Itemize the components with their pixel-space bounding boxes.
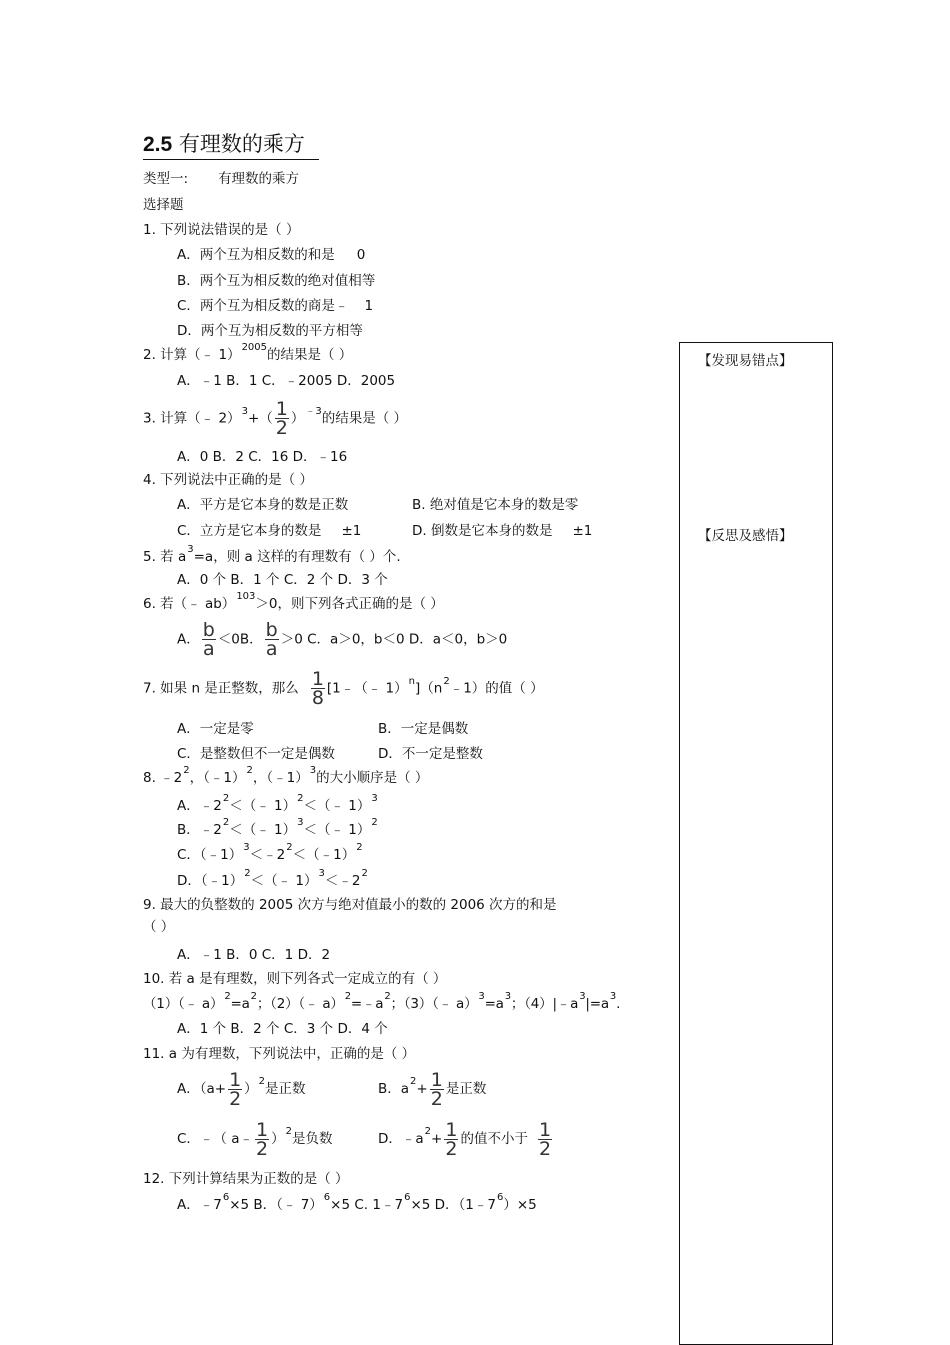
q8-option-d: D．（﹣1）$^2$＜（﹣ $1)^3<﹣2^2$: [177, 868, 368, 889]
q5-stem: 5. 若 $a^3=a$，则 a 这样的有理数有（ ）个.: [143, 544, 401, 565]
q8-option-c: C．$(﹣1)^3<﹣2^2<(﹣1)^2$: [177, 842, 363, 863]
q7-option-d: D．不一定是整数: [378, 746, 483, 762]
q1-option-a: A．两个互为相反数的和是 0: [177, 247, 366, 263]
q9-stem: 9. 最大的负整数的 2005 次方与绝对值最小的数的 2006 次方的和是: [143, 897, 557, 913]
q7-fraction: $\frac{1}{8}$: [311, 668, 324, 709]
q8-option-b: B．$﹣2^2<(﹣$ 1）$^3$＜（﹣ 1）$^2$: [177, 817, 378, 838]
q11-stem: 11. a 为有理数，下列说法中，正确的是（ ）: [143, 1046, 416, 1062]
q7-option-c: C．是整数但不一定是偶数: [177, 746, 335, 762]
section-number: 2.5: [143, 133, 173, 156]
q4-option-b: B. 绝对值是它本身的数是零: [412, 497, 579, 513]
q3-fraction: $\frac{1}{2}$: [275, 398, 288, 439]
q9-paren: （ ）: [143, 919, 175, 935]
q5-options: A．0 个 B．1 个 C．2 个 D．3 个: [177, 572, 388, 588]
q11-option-d: D．$﹣a^2+$ $\frac{1}{2}$ 的值不小于 $\frac{1}{2}$: [378, 1118, 552, 1160]
q4-option-a: A．平方是它本身的数是正数: [177, 497, 349, 513]
q6-options: A． $\frac{b}{a}$ ＜0B． $\frac{b}{a}$ ＞0 C．a＞0，b＜0 D．a＜0，b＞0: [177, 619, 508, 660]
page-title: [143, 130, 319, 160]
q8-stem: 8. $﹣2^2$，（﹣1）$^2$，（﹣1）$^3$的大小顺序是（ ）: [143, 765, 429, 786]
title-text: 有理数的乘方: [178, 132, 305, 156]
q7-stem: 7. 如果 n 是正整数，那么 $\frac{1}{8}$ [1﹣（﹣ $1)^n](n^2﹣1)$的值（ ）: [143, 668, 544, 709]
sidebar-label-reflection: 【反思及感悟】: [698, 528, 793, 544]
q10-options: A．1 个 B．2 个 C．3 个 D．4 个: [177, 1021, 388, 1037]
q2-options: A．﹣1 B．1 C．﹣2005 D．2005: [177, 373, 396, 389]
q4-option-d: D. 倒数是它本身的数是 ±1: [412, 523, 593, 539]
q10-stem: 10. 若 a 是有理数，则下列各式一定成立的有（ ）: [143, 971, 447, 987]
sidebar-label-mistakes: 【发现易错点】: [698, 353, 793, 369]
q12-options: A．$﹣7^6\times 5$ B．（﹣ 7）$^6$×5 C. $1﹣7^6\times 5$ D．$(1﹣7^6)\times 5$: [177, 1192, 537, 1213]
q7-option-a: A．一定是零: [177, 721, 254, 737]
q11-option-b: B．$a^2+$ $\frac{1}{2}$ 是正数: [378, 1068, 487, 1110]
q11-option-c: C．﹣（ a﹣ $\frac{1}{2}$ ）$^2$是负数: [177, 1118, 333, 1160]
q4-stem: 4. 下列说法中正确的是（ ）: [143, 472, 313, 488]
q3-stem: 3. 计算（﹣ 2）$^3$+（ $\frac{1}{2}$ ）$^{﹣3}$的结果是（ ）: [143, 398, 408, 439]
q6-fraction-a: $\frac{b}{a}$: [202, 619, 215, 660]
q6-stem: 6. 若（﹣ ab）$^{103}$＞0，则下列各式正确的是（ ）: [143, 591, 444, 612]
q9-options: A．﹣1 B．0 C．1 D．2: [177, 947, 331, 963]
q1-option-c: C．两个互为相反数的商是﹣ 1: [177, 298, 374, 314]
category-label: 选择题: [143, 197, 184, 213]
q1-stem: 1. 下列说法错误的是（ ）: [143, 222, 300, 238]
q4-option-c: C．立方是它本身的数是 ±1: [177, 523, 362, 539]
q11-option-a: A．（a+ $\frac{1}{2}$ ）$^2$是正数: [177, 1068, 306, 1110]
q2-stem: 2. 计算（﹣ 1）$^{2005}$的结果是（ ）: [143, 342, 353, 363]
q7-option-b: B．一定是偶数: [378, 721, 469, 737]
q3-options: A．0 B．2 C．16 D．﹣16: [177, 449, 348, 465]
type-heading: [143, 170, 299, 188]
q6-fraction-b: $\frac{b}{a}$: [265, 619, 278, 660]
notes-sidebar: [679, 342, 833, 1345]
q12-stem: 12. 下列计算结果为正数的是（ ）: [143, 1171, 349, 1187]
type-name: 有理数的乘方: [218, 171, 300, 187]
q10-items: （1）（﹣ $a)^2=a^2$；（2）（﹣ $a)^2=﹣a^2$；（3）（﹣ $a)^3=a^3$；$(4)|﹣a^3|=a^3$.: [143, 991, 621, 1012]
q1-option-b: B．两个互为相反数的绝对值相等: [177, 273, 376, 289]
type-label: 类型一:: [143, 171, 189, 187]
q8-option-a: A．$﹣2^2<(﹣$ 1）$^2$＜（﹣ 1）$^3$: [177, 793, 378, 814]
q1-option-d: D．两个互为相反数的平方相等: [177, 323, 363, 339]
